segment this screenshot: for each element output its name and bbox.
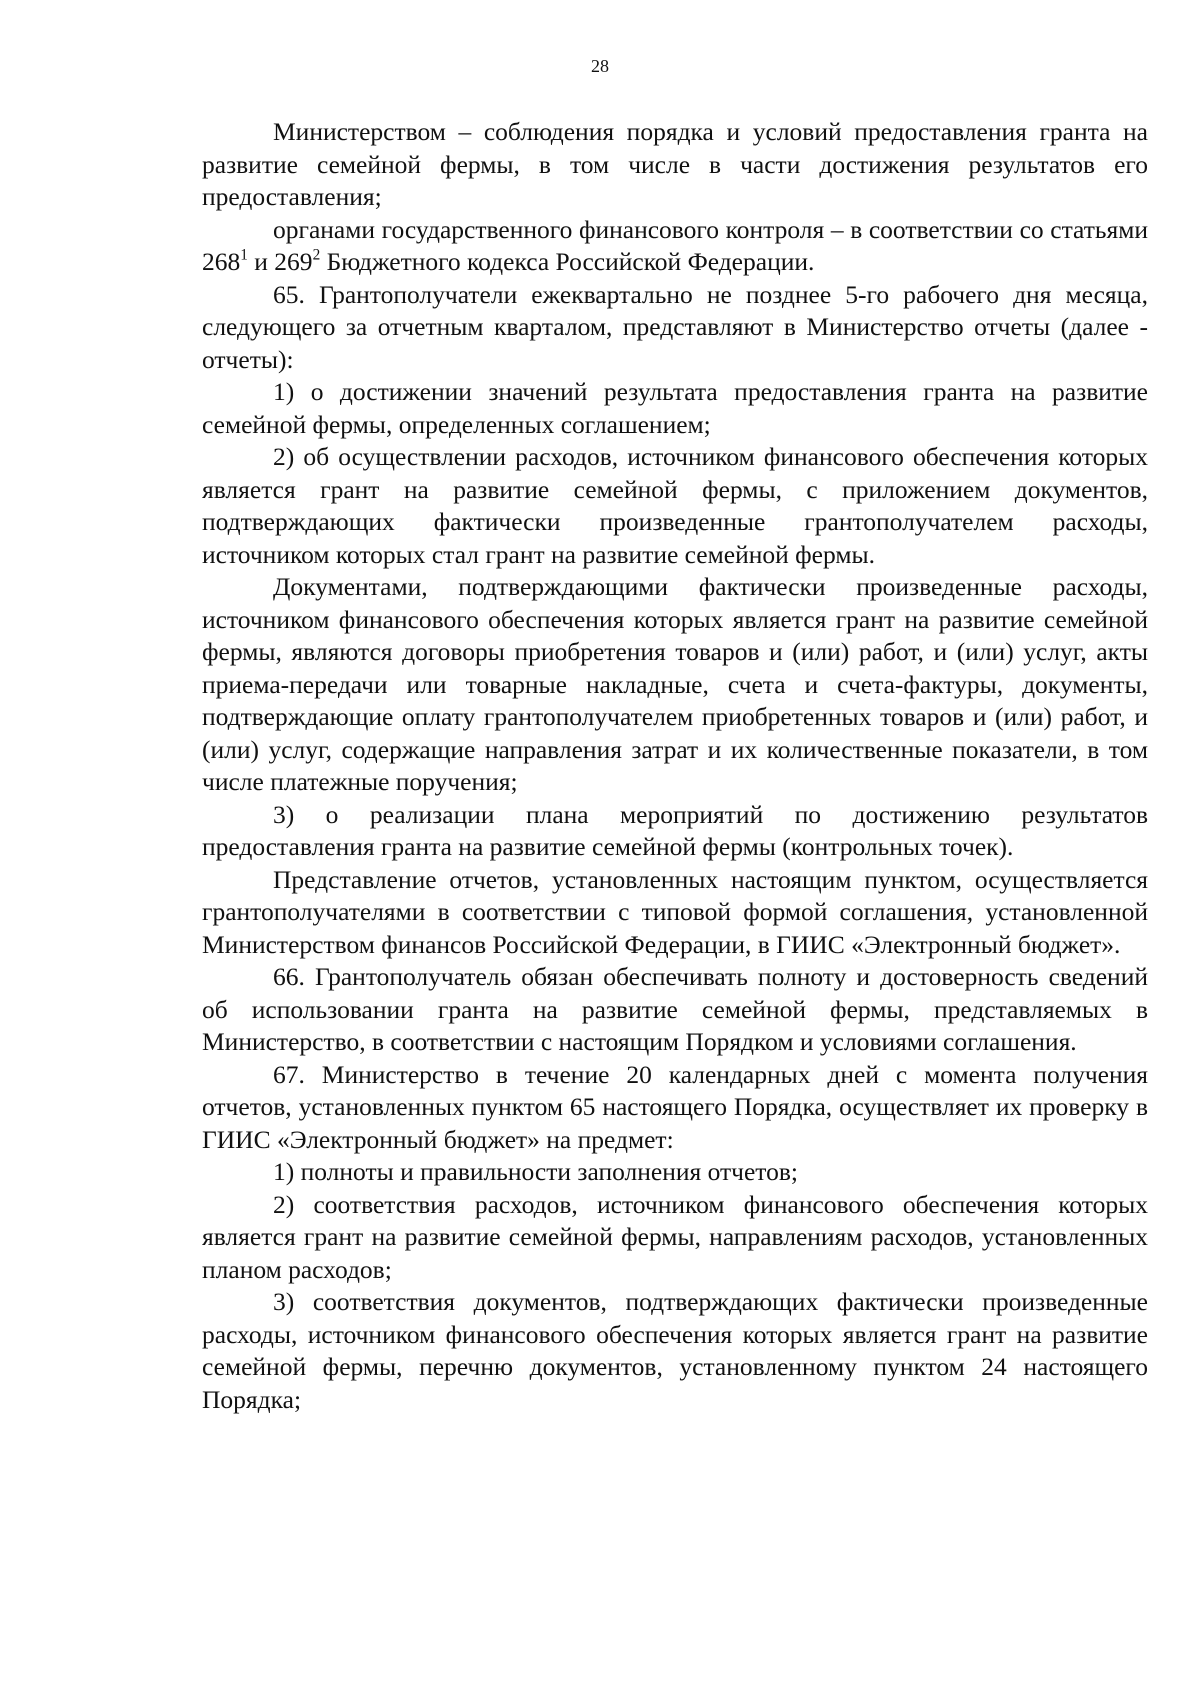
superscript: 1 xyxy=(240,246,248,264)
superscript: 2 xyxy=(312,246,321,264)
paragraph-text: и 269 xyxy=(247,247,313,276)
paragraph-check-2: 2) соответствия расходов, источником финансового обеспечения которых является грант на развитие семейной фермы, направлениям расходов, установленных планом расходов; xyxy=(202,1189,1148,1284)
paragraph-text: органами государственного финансового контроля – в соответствии со статьями 268 xyxy=(202,214,1148,276)
paragraph-subitem-1: 1) о достижении значений результата предоставления гранта на развитие семейной фермы, определенных соглашением; xyxy=(202,377,1148,439)
paragraph-report-submission: Представление отчетов, установленных настоящим пунктом, осуществляется грантополучателями в соответствии с типовой формой соглашения, установленной Министерством финансов Российской Федерации, в ГИИС «Электронный бюджет». xyxy=(202,864,1148,959)
paragraph-item-67: 67. Министерство в течение 20 календарных дней с момента получения отчетов, установленных пунктом 65 настоящего Порядка, осуществляет их проверку в ГИИС «Электронный бюджет» на предмет: xyxy=(202,1059,1148,1154)
paragraph-subitem-3: 3) о реализации плана мероприятий по достижению результатов предоставления гранта на развитие семейной фермы (контрольных точек). xyxy=(202,799,1148,861)
paragraph-check-3: 3) соответствия документов, подтверждающих фактически произведенные расходы, источником финансового обеспечения которых является грант на развитие семейной фермы, перечню документов, установленному пунктом 24 настоящего Порядка; xyxy=(202,1287,1148,1414)
paragraph-item-65: 65. Грантополучатели ежеквартально не позднее 5-го рабочего дня месяца, следующего за отчетным кварталом, представляют в Министерство отчеты (далее - отчеты): xyxy=(202,279,1148,374)
document-body xyxy=(202,116,1148,1416)
paragraph-item-66: 66. Грантополучатель обязан обеспечивать полноту и достоверность сведений об использовании гранта на развитие семейной фермы, представляемых в Министерство, в соответствии с настоящим Порядком и условиями соглашения. xyxy=(202,962,1148,1056)
paragraph-financial-control xyxy=(202,214,1148,279)
paragraph-text: Бюджетного кодекса Российской Федерации. xyxy=(320,247,815,276)
page-number: 28 xyxy=(591,56,609,76)
paragraph-subitem-2: 2) об осуществлении расходов, источником финансового обеспечения которых является грант на развитие семейной фермы, с приложением документов, подтверждающих фактически произведенные грантополучателем расходы, источником которых стал грант на развитие семейной фермы. xyxy=(202,442,1148,569)
paragraph-documents: Документами, подтверждающими фактически произведенные расходы, источником финансового обеспечения которых является грант на развитие семейной фермы, являются договоры приобретения товаров и (или) работ, и (или) услуг, акты приема-передачи или товарные накладные, счета и счета-фактуры, документы, подтверждающие оплату грантополучателем приобретенных товаров и (или) работ, и (или) услуг, содержащие направления затрат и их количественные показатели, в том числе платежные поручения; xyxy=(202,572,1148,796)
paragraph-check-1: 1) полноты и правильности заполнения отчетов; xyxy=(273,1157,798,1186)
paragraph-ministry-control: Министерством – соблюдения порядка и условий предоставления гранта на развитие семейной фермы, в том числе в части достижения результатов его предоставления; xyxy=(202,117,1148,211)
